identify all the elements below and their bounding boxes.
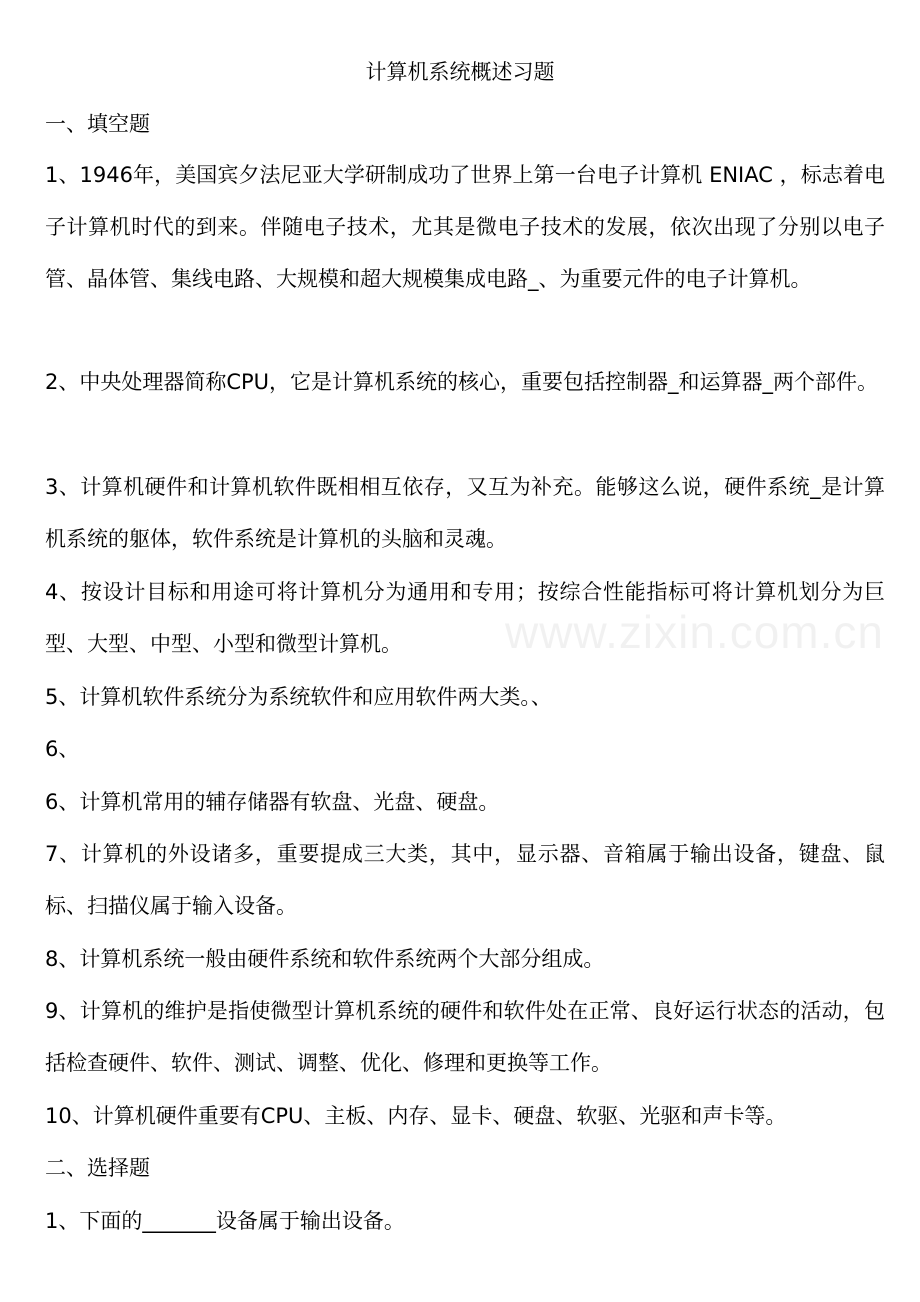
question-fill-1: 1、1946年，美国宾夕法尼亚大学研制成功了世界上第一台电子计算机 ENIAC ，标志着电子计算机时代的到来。伴随电子技术，尤其是微电子技术的发展，依次出现了分别以电子管、晶体管、集线电路、大规模和超大规模集成电路_、为重要元件的电子计算机。 bbox=[45, 163, 885, 291]
section-heading-choice: 二、选择题 bbox=[45, 1156, 150, 1180]
question-fill-3: 3、计算机硬件和计算机软件既相相互依存，又互为补充。能够这么说，硬件系统_是计算机系统的躯体，软件系统是计算机的头脑和灵魂。 bbox=[45, 475, 885, 551]
document-title: 计算机系统概述习题 bbox=[365, 60, 555, 84]
question-fill-6: 6、计算机常用的辅存储器有软盘、光盘、硬盘。 bbox=[45, 790, 500, 814]
question-fill-10: 10、计算机硬件重要有CPU、主板、内存、显卡、硬盘、软驱、光驱和声卡等。 bbox=[45, 1104, 787, 1128]
question-fill-8: 8、计算机系统一般由硬件系统和软件系统两个大部分组成。 bbox=[45, 947, 605, 971]
question-fill-9: 9、计算机的维护是指使微型计算机系统的硬件和软件处在正常、良好运行状态的活动，包括检查硬件、软件、测试、调整、优化、修理和更换等工作。 bbox=[45, 999, 885, 1075]
watermark: www.zixin.com.cn bbox=[505, 606, 884, 658]
question-fill-2: 2、中央处理器简称CPU，它是计算机系统的核心，重要包括控制器_和运算器_两个部件。 bbox=[45, 370, 879, 394]
question-fill-4: 4、按设计目标和用途可将计算机分为通用和专用；按综合性能指标可将计算机划分为巨型、大型、中型、小型和微型计算机。 bbox=[45, 580, 885, 656]
question-choice-1: 1、下面的_______设备属于输出设备。 bbox=[45, 1209, 405, 1233]
section-heading-fill-in: 一、填空题 bbox=[45, 112, 150, 136]
question-fill-7: 7、计算机的外设诸多，重要提成三大类，其中，显示器、音箱属于输出设备，键盘、鼠标、扫描仪属于输入设备。 bbox=[45, 842, 885, 918]
question-fill-6-empty: 6、 bbox=[45, 737, 80, 761]
question-fill-5: 5、计算机软件系统分为系统软件和应用软件两大类。、 bbox=[45, 685, 552, 709]
